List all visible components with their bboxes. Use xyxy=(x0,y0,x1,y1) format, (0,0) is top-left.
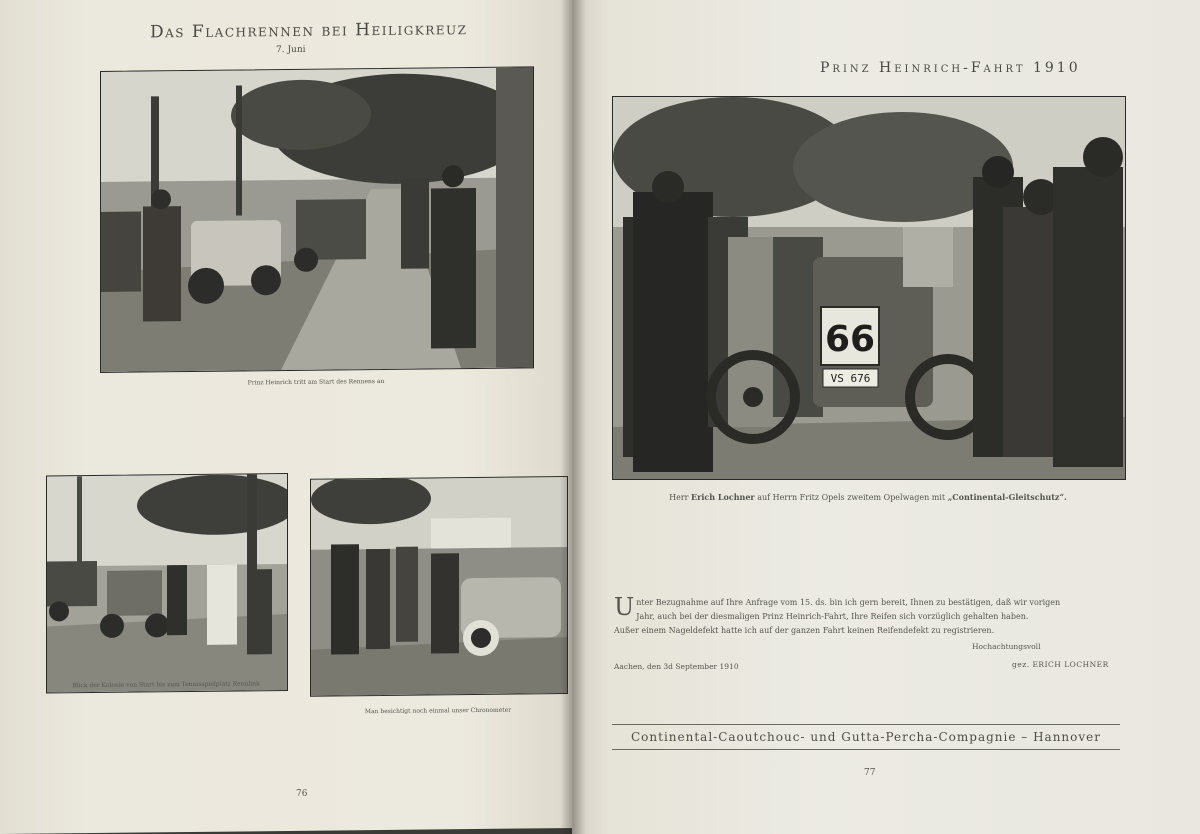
caption-bottom-right-photo: Man besichtigt noch einmal unser Chronometer xyxy=(364,706,512,716)
right-page-number: 77 xyxy=(864,768,876,778)
photo-car-66 xyxy=(612,96,1126,480)
letter-dropcap: U xyxy=(614,593,635,621)
left-page xyxy=(0,0,578,834)
letter-closing: Hochachtungsvoll xyxy=(972,642,1041,651)
photo-colony-start xyxy=(46,473,288,694)
photo-start-of-race xyxy=(100,66,534,373)
testimonial-letter xyxy=(614,593,1124,638)
letter-line-3: Außer einem Nageldefekt hatte ich auf der ganzen Fahrt keinen Reifendefekt zu registrieren. xyxy=(614,626,995,635)
caption-car-photo xyxy=(612,492,1124,502)
caption-pre: Herr xyxy=(669,493,689,502)
caption-top-photo: Prinz Heinrich tritt am Start des Rennens an xyxy=(247,377,385,387)
caption-mid: auf Herrn Fritz Opels zweitem Opelwagen mit xyxy=(757,493,946,502)
letter-line-2: Jahr, auch bei der diesmaligen Prinz Heinrich-Fahrt, Ihre Reifen sich vorzüglich gehalten haben. xyxy=(636,612,1029,621)
photo-chronometer xyxy=(310,476,568,697)
right-page-heading: Prinz Heinrich-Fahrt 1910 xyxy=(820,60,1081,76)
car-number: 66 xyxy=(824,319,876,360)
book-gutter xyxy=(560,0,586,834)
letter-place-date: Aachen, den 3d September 1910 xyxy=(614,662,739,671)
left-page-heading: Das Flachrennen bei Heiligkreuz xyxy=(150,19,468,43)
left-page-number: 76 xyxy=(296,788,308,799)
caption-brand: „Continental-Gleitschutz“. xyxy=(947,492,1067,502)
footer-company: Continental-Caoutchouc- und Gutta-Percha-Compagnie – Hannover xyxy=(612,724,1120,750)
caption-bottom-left-photo: Blick der Kolonie von Start bis zum Tennisspielplatz Rennlink xyxy=(72,680,260,690)
left-page-subheading: 7. Juni xyxy=(276,44,306,56)
right-page xyxy=(572,0,1200,834)
caption-driver-name: Erich Lochner xyxy=(691,492,755,502)
letter-signature: gez. ERICH LOCHNER xyxy=(1012,660,1109,669)
letter-line-1: nter Bezugnahme auf Ihre Anfrage vom 15. ds. bin ich gern bereit, Ihnen zu bestätigen, daß wir vorigen xyxy=(636,598,1061,607)
license-plate: VS 676 xyxy=(830,372,871,385)
